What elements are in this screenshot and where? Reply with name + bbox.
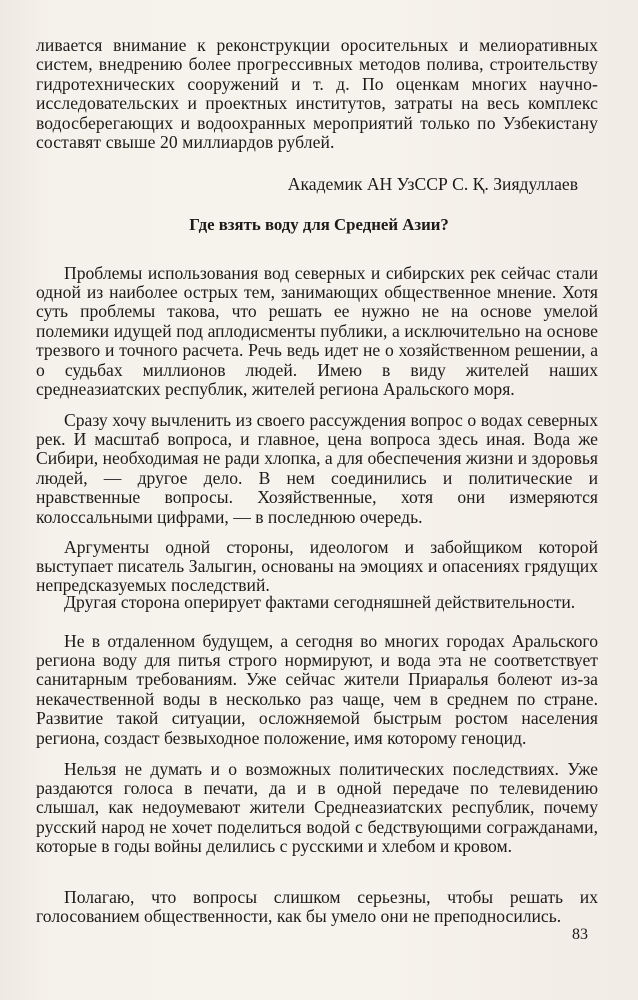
paragraph-5: Не в отдаленном будущем, а сегодня во многих городах Аральского региона воду для питья строго нормируют, и вода эта не соответствует санитарным требованиям. Уже сейчас жители Приаралья болеют из-за некачественной воды в несколько раз чаще, чем в среднем по стране. Развитие такой ситуации, осложняемой быстрым ростом населения региона, создаст безвыходное положение, имя которому геноцид. — [36, 630, 598, 748]
paragraph-3: Аргументы одной стороны, идеологом и забойщиком которой выступает писатель Залыгин, основаны на эмоциях и опасениях грядущих непредсказуемых последствий. — [36, 536, 598, 596]
intro-paragraph-text: ливается внимание к реконструкции оросительных и мелиоративных систем, внедрению более прогрессивных методов полива, строительству гидротехнических сооружений и т. д. По оценкам многих научно-исследовательских и проектных институтов, затраты на весь комплекс водосберегающих и водоохранных мероприятий только по Узбекистану составят свыше 20 миллиардов рублей. — [36, 35, 598, 153]
author-signature: Академик АН УзССР С. Қ. Зиядуллаев — [287, 174, 578, 194]
paragraph-2: Сразу хочу вычленить из своего рассуждения вопрос о водах северных рек. И масштаб вопроса, и главное, цена вопроса здесь иная. Вода же Сибири, необходимая не ради хлопка, а для обеспечения жизни и здоровья людей, — другое дело. В нем соединились и политические и нравственные вопросы. Хозяйственные, хотя они измеряются колоссальными цифрами, — в последнюю очередь. — [36, 409, 598, 527]
paragraph-4: Другая сторона оперирует фактами сегодняшней действительности. — [64, 591, 576, 612]
paragraph-1: Проблемы использования вод северных и сибирских рек сейчас стали одной из наиболее острых тем, занимающих общественное мнение. Хотя суть проблемы такова, что решать ее нужно не на основе умелой полемики идущей под аплодисменты публики, а исключительно на основе трезвого и точного расчета. Речь ведь идет не о хозяйственном решении, а о судьбах миллионов людей. Имею в виду жителей наших среднеазиатских республик, жителей региона Аральского моря. — [36, 262, 598, 400]
paragraph-7: Полагаю, что вопросы слишком серьезны, чтобы решать их голосованием общественности, как бы умело они не преподносились. — [36, 886, 598, 926]
page-number: 83 — [572, 926, 588, 943]
article-heading: Где взять воду для Средней Азии? — [189, 215, 449, 234]
paragraph-6: Нельзя не думать и о возможных политических последствиях. Уже раздаются голоса в печати, да и в одной передаче по телевидению слышал, как недоумевают жители Среднеазиатских республик, почему русский народ не хочет поделиться водой с бедствующими согражданами, которые в годы войны делились с русскими и хлебом и кровом. — [36, 758, 598, 857]
intro-paragraph — [36, 36, 598, 152]
